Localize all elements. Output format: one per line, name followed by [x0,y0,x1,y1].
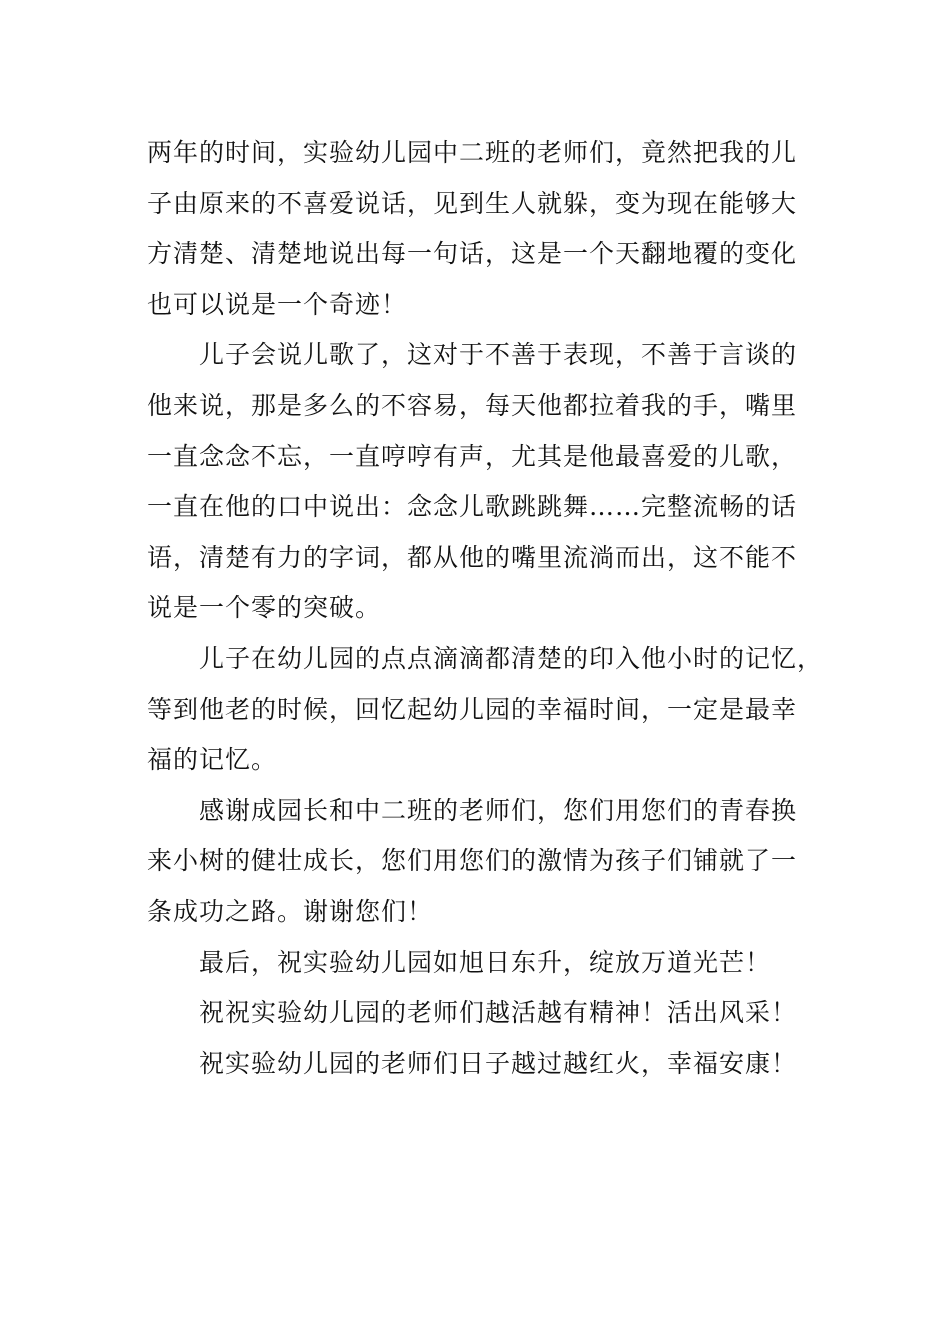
text-line: 最后，祝实验幼儿园如旭日东升，绽放万道光芒！ [199,947,772,977]
text-line: 感谢成园长和中二班的老师们，您们用您们的青春换 [199,795,798,825]
text-line: 福的记忆。 [147,745,278,775]
text-line: 儿子会说儿歌了，这对于不善于表现，不善于言谈的 [199,340,798,370]
text-line: 一直念念不忘，一直哼哼有声，尤其是他最喜爱的儿歌， [147,441,798,471]
text-line: 子由原来的不喜爱说话，见到生人就躲，变为现在能够大 [147,188,798,218]
text-line: 祝祝实验幼儿园的老师们越活越有精神！活出风采！ [199,998,798,1028]
text-line: 一直在他的口中说出：念念儿歌跳跳舞……完整流畅的话 [147,492,798,522]
text-line: 他来说，那是多么的不容易，每天他都拉着我的手，嘴里 [147,390,798,420]
text-line: 两年的时间，实验幼儿园中二班的老师们，竟然把我的儿 [147,138,798,167]
text-line: 语，清楚有力的字词，都从他的嘴里流淌而出，这不能不 [147,542,798,572]
text-line: 条成功之路。谢谢您们！ [147,896,434,926]
text-line: 祝实验幼儿园的老师们日子越过越红火，幸福安康！ [199,1048,798,1078]
text-line: 说是一个零的突破。 [147,593,382,623]
document-body [147,128,827,1089]
text-line: 等到他老的时候，回忆起幼儿园的幸福时间，一定是最幸 [147,694,798,724]
text-line: 也可以说是一个奇迹！ [147,289,408,319]
text-line: 儿子在幼儿园的点点滴滴都清楚的印入他小时的记忆， [199,643,824,673]
text-line: 方清楚、清楚地说出每一句话，这是一个天翻地覆的变化 [147,239,798,269]
text-line: 来小树的健壮成长，您们用您们的激情为孩子们铺就了一 [147,846,798,876]
